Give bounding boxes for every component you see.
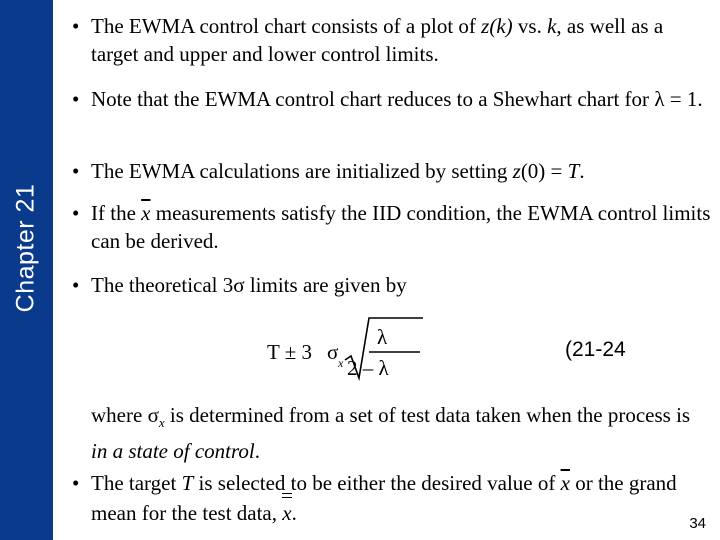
- where-sigma-line: where $\sigma_x$ is determined from a set of test data taken when the process is in a state of control.: [91, 403, 691, 464]
- formula-sigma: σ: [327, 340, 339, 364]
- formula-prefix: T ± 3: [267, 340, 312, 364]
- formula-subscript: x: [338, 356, 344, 370]
- bullet-shewhart-note: Note that the EWMA control chart reduces to a Shewhart chart for λ = 1.: [91, 87, 703, 111]
- bullet-iid-condition: If the $\overline{x}$ measurements satisfy the IID condition, the EWMA control limits can be derived.: [91, 201, 711, 253]
- x-bar-symbol: $\overline{x}$: [560, 471, 570, 495]
- bullet-marker: •: [72, 273, 80, 297]
- bullet-initialization: The EWMA calculations are initialized by setting z(0) = T.: [91, 159, 585, 183]
- x-double-bar-symbol: x: [282, 497, 291, 527]
- chapter-sidebar: [0, 0, 53, 540]
- formula-denominator: 2 – λ: [347, 356, 389, 380]
- bullet-theoretical-limits: The theoretical 3σ limits are given by: [91, 273, 407, 297]
- bullet-target-selection: The target T is selected to be either the desired value of $\overline{x}$ or the grand mean for the test data, x.: [91, 471, 677, 525]
- chapter-label: Chapter 21: [11, 183, 40, 313]
- three-sigma-symbol: 3σ: [222, 273, 245, 297]
- equation-number: (21-24: [565, 338, 626, 361]
- control-limit-formula: [265, 312, 565, 382]
- bullet-marker: •: [72, 159, 80, 183]
- bullet-ewma-plot: The EWMA control chart consists of a plot of z(k) vs. k, as well as a target and upper and lower control limits.: [91, 14, 664, 66]
- lambda-symbol: λ: [654, 87, 665, 111]
- bullet-marker: •: [72, 201, 80, 225]
- x-bar-symbol: $\overline{x}$: [141, 201, 151, 225]
- bullet-marker: •: [72, 14, 80, 38]
- formula-numerator: λ: [377, 325, 388, 349]
- sigma-x-symbol: $\sigma_x$: [147, 403, 165, 431]
- bullet-marker: •: [72, 471, 80, 495]
- bullet-marker: •: [72, 87, 80, 111]
- page-number: 34: [689, 515, 706, 532]
